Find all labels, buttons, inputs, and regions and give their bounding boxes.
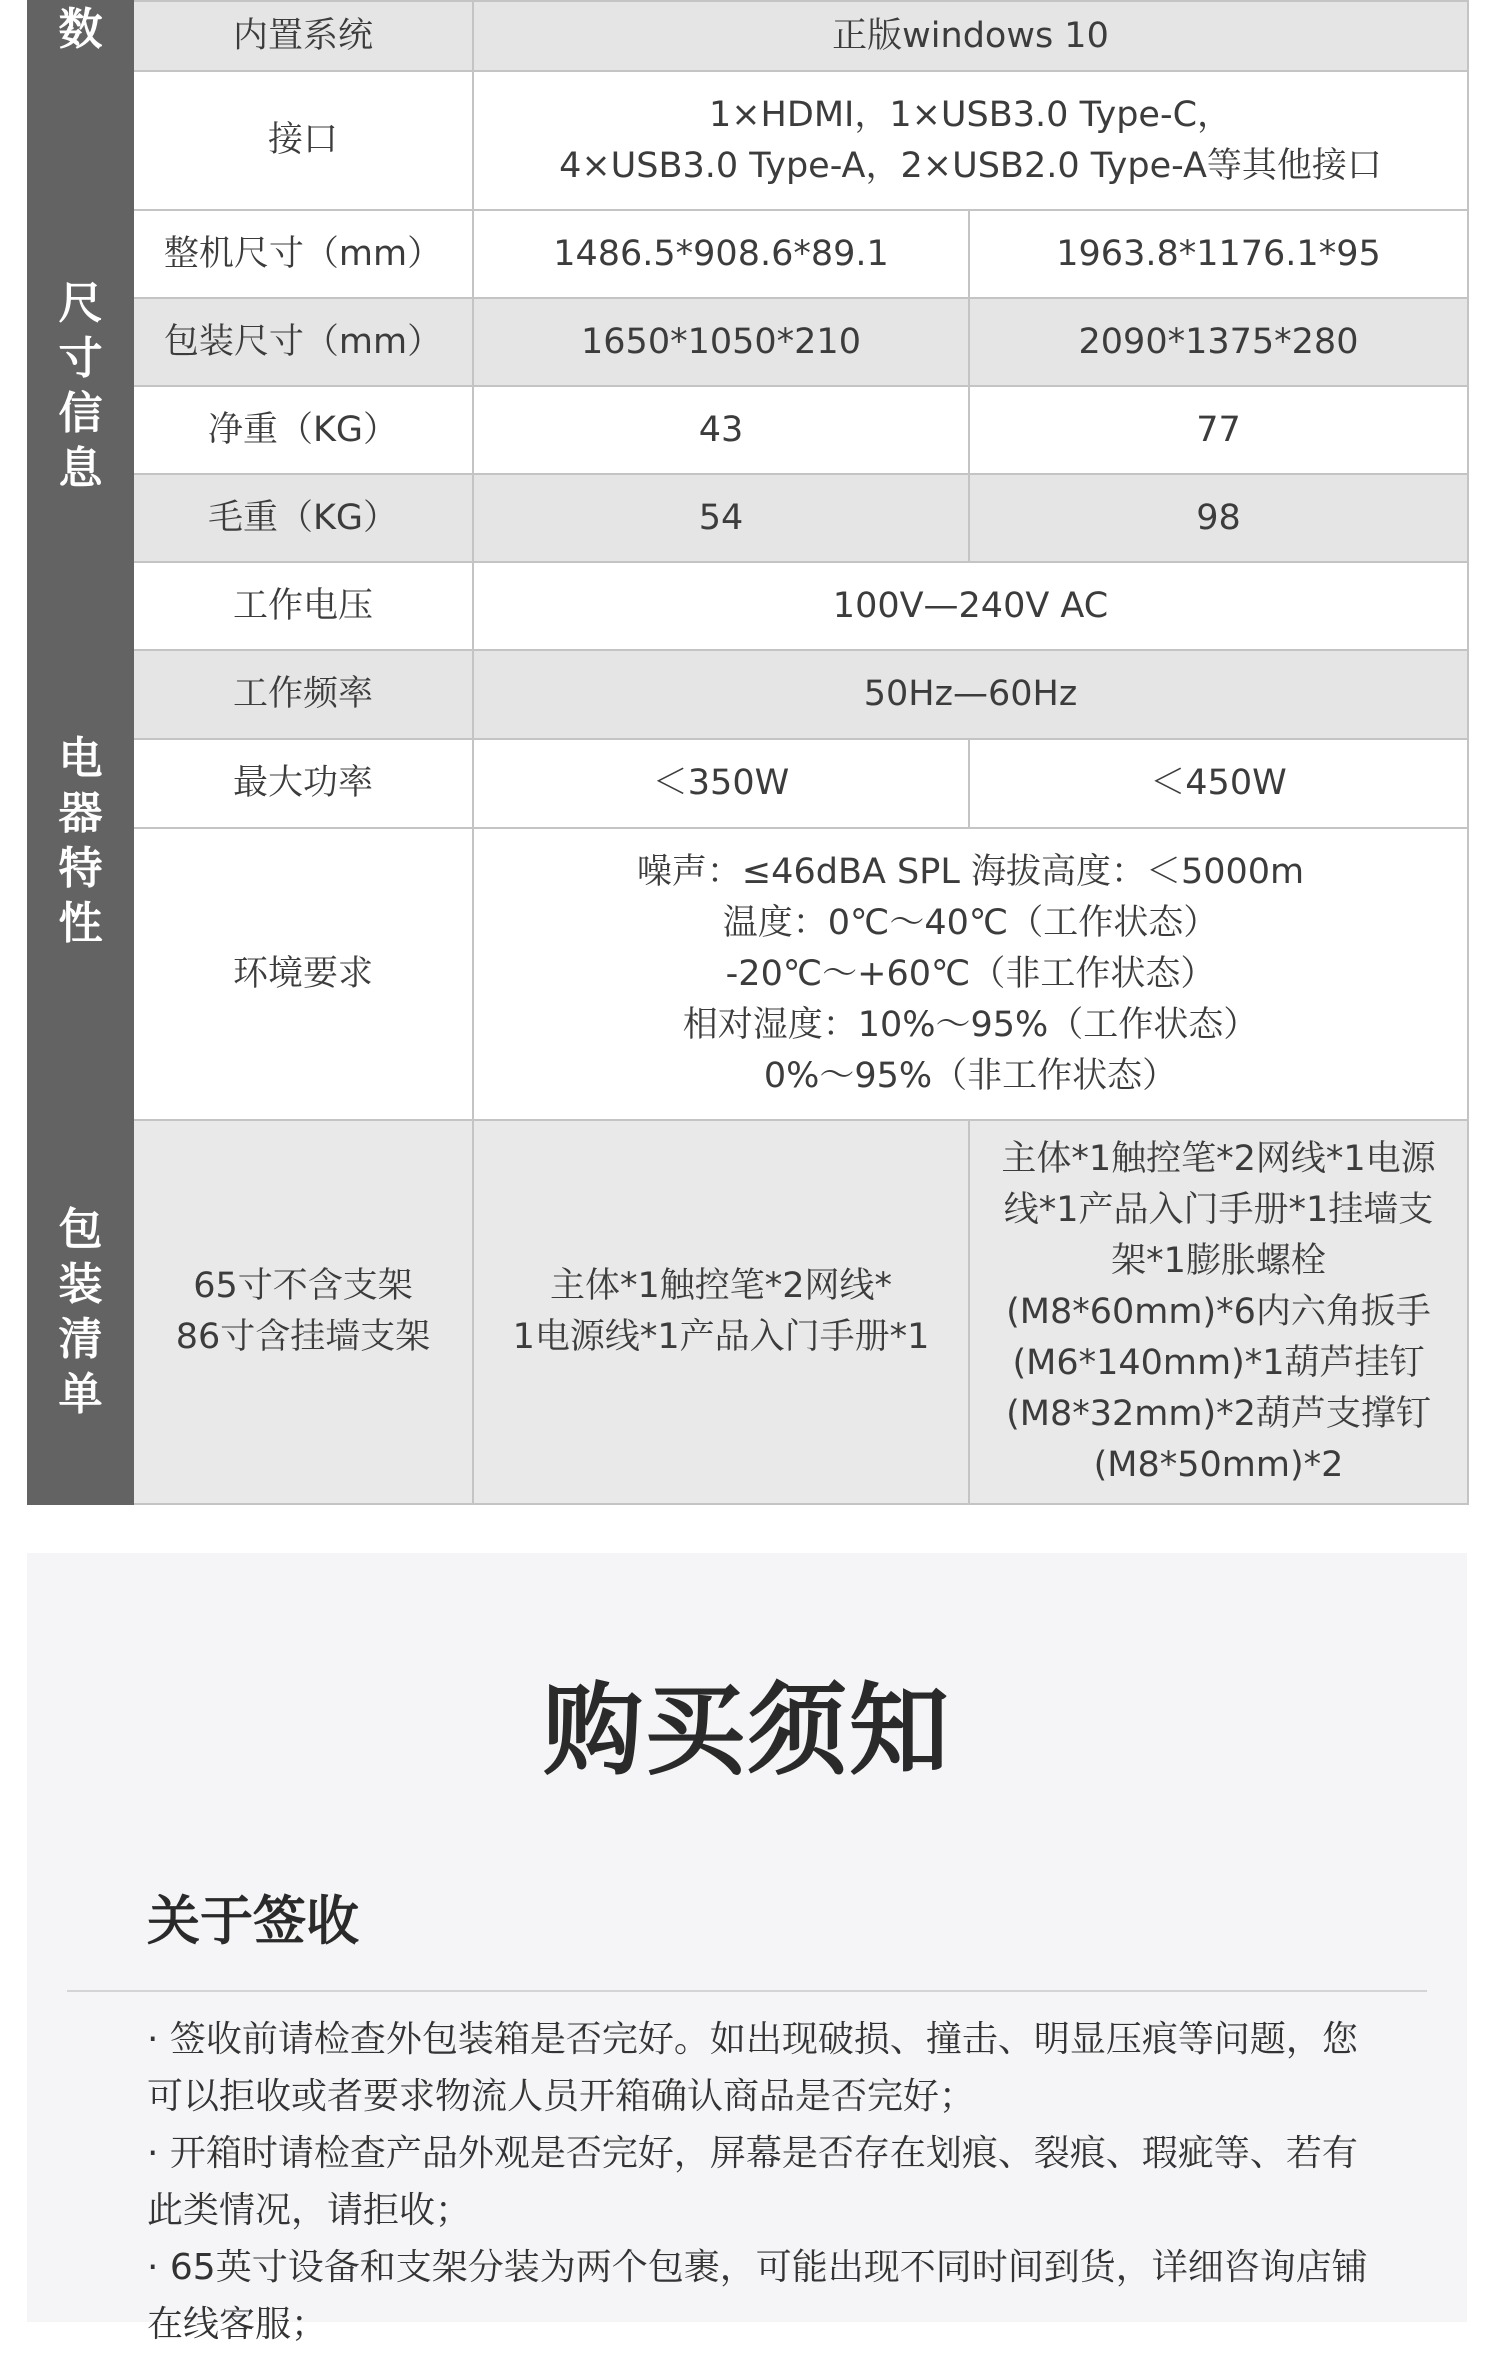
row-value: 1×HDMI，1×USB3.0 Type-C， 4×USB3.0 Type-A，2×USB2.0 Type-A等其他接口 [473,71,1468,210]
value-65: 1650*1050*210 [473,298,969,386]
row-label: 内置系统 [133,1,473,71]
row-label: 65寸不含支架 86寸含挂墙支架 [133,1120,473,1504]
value-65: ＜350W [473,739,969,828]
row-label: 接口 [133,71,473,210]
spec-row-net-weight [28,386,1468,474]
row-value: 50Hz—60Hz [473,650,1468,739]
section-divider [67,1990,1427,1992]
category-packing [28,1120,133,1504]
spec-row-package-size [28,298,1468,386]
spec-row-max-power [28,739,1468,828]
spec-table [27,0,1469,1505]
value-86: 77 [969,386,1468,474]
spec-row-os [28,1,1468,71]
row-label: 环境要求 [133,828,473,1120]
category-params [28,1,133,210]
notice-item: · 签收前请检查外包装箱是否完好。如出现破损、撞击、明显压痕等问题，您可以拒收或者要求物流人员开箱确认商品是否完好； [147,2019,1358,2117]
value-65: 主体*1触控笔*2网线* 1电源线*1产品入门手册*1 [473,1120,969,1504]
row-value: 正版windows 10 [473,1,1468,71]
row-label: 工作电压 [133,562,473,650]
row-value: 噪声：≤46dBA SPL 海拔高度：＜5000m 温度：0℃～40℃（工作状态） -20℃～+60℃（非工作状态） 相对湿度：10%～95%（工作状态） 0%～95%（非工作状态） [473,828,1468,1120]
value-65: 54 [473,474,969,562]
row-label: 毛重（KG） [133,474,473,562]
spec-row-environment [28,828,1468,1120]
notice-item: · 开箱时请检查产品外观是否完好，屏幕是否存在划痕、裂痕、瑕疵等、若有此类情况，请拒收； [147,2133,1358,2231]
notice-list [147,2011,1377,2353]
value-86: 1963.8*1176.1*95 [969,210,1468,298]
purchase-notice-section [27,1553,1467,2345]
value-65: 43 [473,386,969,474]
row-label: 净重（KG） [133,386,473,474]
row-label: 工作频率 [133,650,473,739]
value-86: 主体*1触控笔*2网线*1电源线*1产品入门手册*1挂墙支架*1膨胀螺栓(M8*60mm)*6内六角扳手(M6*140mm)*1葫芦挂钉(M8*32mm)*2葫芦支撑钉(M8*50mm)*2 [969,1120,1468,1504]
notice-title: 购买须知 [543,1672,951,1789]
category-size-label: 尺寸信息 [58,278,103,494]
row-label: 最大功率 [133,739,473,828]
category-electrical [28,562,133,1120]
spec-row-gross-weight [28,474,1468,562]
value-65: 1486.5*908.6*89.1 [473,210,969,298]
value-86: 2090*1375*280 [969,298,1468,386]
category-params-label: 数 [58,4,103,55]
value-86: 98 [969,474,1468,562]
row-label: 整机尺寸（mm） [133,210,473,298]
spec-row-voltage [28,562,1468,650]
category-packing-label: 包装清单 [58,1204,103,1420]
spec-row-packing-list [28,1120,1468,1504]
category-electrical-label: 电器特性 [58,733,103,949]
spec-row-dimensions [28,210,1468,298]
value-86: ＜450W [969,739,1468,828]
spec-row-frequency [28,650,1468,739]
category-size [28,210,133,562]
spec-row-ports [28,71,1468,210]
notice-item: · 65英寸设备和支架分装为两个包裹，可能出现不同时间到货，详细咨询店铺在线客服； [147,2247,1368,2345]
row-label: 包装尺寸（mm） [133,298,473,386]
row-value: 100V—240V AC [473,562,1468,650]
section-title-signing: 关于签收 [147,1891,359,1952]
